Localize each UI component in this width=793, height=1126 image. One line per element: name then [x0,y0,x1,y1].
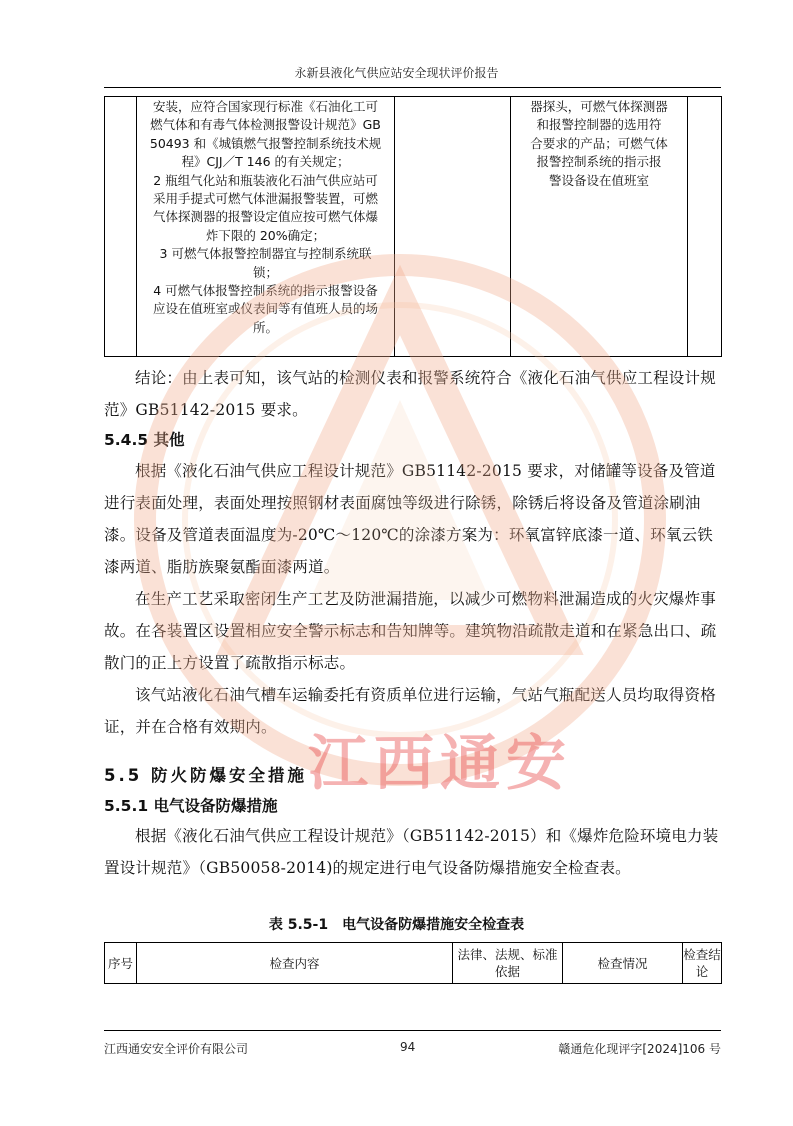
header-cell-content: 检查内容 [137,943,453,984]
cell-line: 合要求的产品；可燃气体 [530,135,668,151]
header-title: 永新县液化气供应站安全现状评价报告 [294,66,499,80]
watermark-text: 江西通安 [308,729,572,799]
cell-line: 炸下限的 20%确定； [205,227,326,243]
footer-page-number: 94 [400,1040,416,1054]
header-cell-status: 检查情况 [563,943,683,984]
cell-line: 3 可燃气体报警控制器宜与控制系统联 [159,246,372,262]
cell-line: 报警控制系统的指示报 [536,154,662,170]
section-heading-5-4-5: 5.4.5 其他 [104,431,185,449]
cell-line: 锁； [252,264,278,280]
table-cell-content [137,97,395,357]
cell-line: 器探头，可燃气体探测器 [530,99,668,114]
content-lines [137,97,394,337]
header-cell-result: 检查结论 [683,943,722,984]
cell-line: 燃气体和有毒气体检测报警设计规范》GB [150,117,381,133]
footer-report-number: 赣通危化现评字[2024]106 号 [558,1042,721,1056]
table-cell-basis [395,97,511,357]
table-cell-status [511,97,688,357]
conclusion-paragraph: 结论：由上表可知，该气站的检测仪表和报警系统符合《液化石油气供应工程设计规范》GB51142-2015 要求。 [104,369,716,419]
cell-line: 应设在值班室或仪表间等有值班人员的场 [152,301,378,317]
paragraph-transport: 该气站液化石油气槽车运输委托有资质单位进行运输，气站气瓶配送人员均取得资格证，并在合格有效期内。 [104,686,716,736]
cell-line: 警设备设在值班室 [548,172,649,188]
cell-line: 2 瓶组气化站和瓶装液化石油气供应站可 [153,172,378,188]
header-cell-basis: 法律、法规、标准依据 [453,943,563,984]
table-header-row [105,943,722,984]
paragraph-coating: 根据《液化石油气供应工程设计规范》GB51142-2015 要求，对储罐等设备及管道进行表面处理，表面处理按照钢材表面腐蚀等级进行除锈，除锈后将设备及管道涂刷油漆。设备及管道表面温度为-20℃～120℃的涂漆方案为：环氧富锌底漆一道、环氧云铁漆两道、脂肪族聚氨酯面漆两道。 [104,462,716,576]
cell-line: 采用手提式可燃气体泄漏报警装置，可燃 [152,191,378,207]
cell-line: 安装，应符合国家现行标准《石油化工可 [152,99,378,114]
section-heading-5-5-1: 5.5.1 电气设备防爆措施 [104,797,278,815]
table-cell-no [105,97,137,357]
cell-line: 程》CJJ／T 146 的有关规定； [181,154,350,170]
cell-line: 气体探测器的报警设定值应按可燃气体爆 [152,209,378,225]
table-row [105,97,722,357]
cell-line: 50493 和《城镇燃气报警控制系统技术规 [149,135,382,151]
continuation-table [104,96,722,357]
cell-line: 和报警控制器的选用符 [536,117,662,133]
paragraph-electrical: 根据《液化石油气供应工程设计规范》（GB51142-2015）和《爆炸危险环境电力装置设计规范》（GB50058-2014)的规定进行电气设备防爆措施安全检查表。 [104,827,719,877]
table-caption: 表 5.5-1 电气设备防爆措施安全检查表 [268,917,525,933]
cell-line: 4 可燃气体报警控制系统的指示报警设备 [153,283,378,299]
table-cell-result [688,97,722,357]
cell-line: 所。 [252,319,278,335]
header-rule [104,87,721,88]
footer-rule [104,1030,721,1031]
footer-company: 江西通安安全评价有限公司 [104,1042,249,1056]
section-heading-5-5: 5.5 防火防爆安全措施 [104,766,307,785]
header-cell-no: 序号 [105,943,137,984]
paragraph-process: 在生产工艺采取密闭生产工艺及防泄漏措施，以减少可燃物料泄漏造成的火灾爆炸事故。在各装置区设置相应安全警示标志和告知牌等。建筑物沿疏散走道和在紧急出口、疏散门的正上方设置了疏散指示标志。 [104,590,717,672]
check-table-header [104,942,722,984]
status-lines [511,97,687,190]
